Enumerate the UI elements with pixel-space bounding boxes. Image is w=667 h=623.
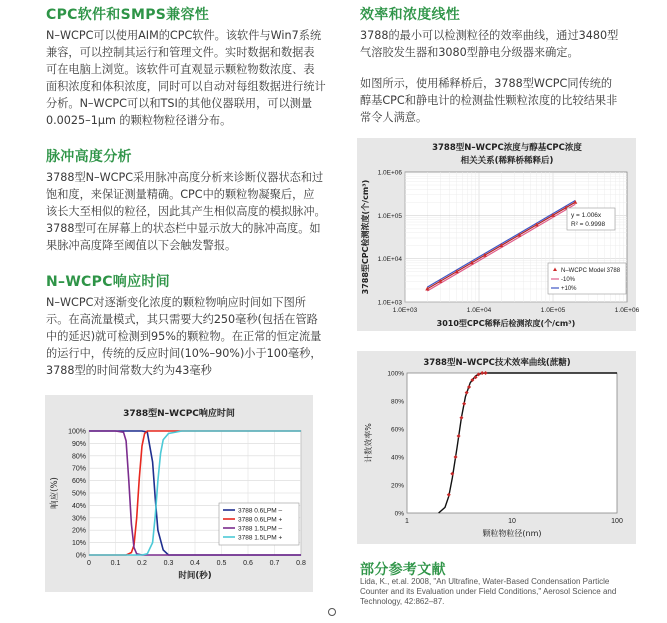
text-line: 中的延迟)就可检测到95%的颗粒物。在正常的恒定流量 xyxy=(46,330,322,344)
response-time-chart xyxy=(45,395,313,592)
y-tick-label: 40% xyxy=(71,502,86,510)
text-line: 兼容，可以控制其运行和管理文件。实时数据和数据表 xyxy=(46,46,315,60)
y-tick-label: 40% xyxy=(390,454,404,462)
x-tick-label: 0.6 xyxy=(243,560,253,567)
y-axis-label: 响应(%) xyxy=(50,477,60,509)
chart-title: 3788型N–WCPC技术效率曲线(蔗糖) xyxy=(423,358,571,368)
x-tick-label: 100 xyxy=(611,518,623,525)
text-line: 醇基CPC和静电计的检测盐性颗粒浓度的比较结果非 xyxy=(360,94,618,108)
y-tick-label: 0% xyxy=(394,510,404,518)
y-axis-label: 3788型CPC检测浓度(个/cm³) xyxy=(361,179,370,295)
x-tick-label: 0.2 xyxy=(137,560,147,567)
text-line: N–WCPC对逐渐变化浓度的颗粒物响应时间如下图所 xyxy=(46,296,306,309)
legend-label: 3788 0.6LPM + xyxy=(238,516,283,524)
x-tick-label: 1.0E+04 xyxy=(466,307,492,314)
x-tick-label: 0.3 xyxy=(163,560,174,567)
legend-label: 3788 1.5LPM + xyxy=(238,534,283,542)
legend-label: N–WCPC Model 3788 xyxy=(561,268,621,274)
x-axis-label: 颗粒物粒径(nm) xyxy=(482,529,542,538)
legend-label: 3788 1.5LPM – xyxy=(238,525,283,533)
y-tick-label: 20% xyxy=(71,527,86,535)
x-tick-label: 0.5 xyxy=(216,560,227,567)
x-tick-label: 10 xyxy=(508,518,516,525)
text-line: 常令人满意。 xyxy=(360,111,428,125)
r-squared-label: R² = 0.9998 xyxy=(571,221,606,228)
chart-subtitle: 相关关系(稀释桥稀释后) xyxy=(460,156,554,166)
legend-label: -10% xyxy=(561,277,576,283)
y-tick-label: 60% xyxy=(71,478,86,486)
heading-cpc-software: CPC软件和SMPS兼容性 xyxy=(46,7,210,23)
reference-line: Lida, K., et.al. 2008, "An Ultrafine, Water-Based Condensation Particle xyxy=(360,577,610,586)
page-marker-circle xyxy=(328,608,336,616)
heading-references: 部分参考文献 xyxy=(360,562,446,578)
text-line: 如图所示，使用稀释桥后，3788型WCPC同传统的 xyxy=(360,77,613,90)
text-line: 可在电脑上浏览。该软件可直观显示颗粒物数浓度、表 xyxy=(46,63,315,77)
y-tick-label: 80% xyxy=(71,453,86,461)
heading-response-time: N–WCPC响应时间 xyxy=(46,274,170,290)
y-tick-label: 50% xyxy=(71,490,86,498)
text-line: 3788型N–WCPC采用脉冲高度分析来诊断仪器状态和过 xyxy=(46,171,324,184)
text-line: 分析。N–WCPC可以和TSI的其他仪器联用，可以测量 xyxy=(46,97,313,111)
efficiency-curve-chart xyxy=(357,351,636,544)
x-axis-label: 3010型CPC稀释后检测浓度(个/cm³) xyxy=(436,319,576,328)
text-line: 示。在高流量模式，其只需要大约250毫秒(包括在管路 xyxy=(46,313,318,327)
text-line: 3788的最小可以检测粒径的效率曲线，通过3480型 xyxy=(360,29,619,42)
reference-line: Technology, 42:862–87. xyxy=(360,597,445,606)
reference-text xyxy=(360,577,640,607)
y-tick-label: 100% xyxy=(387,370,404,378)
x-axis-label: 时间(秒) xyxy=(178,571,212,581)
paragraph-pulse-height xyxy=(46,169,346,254)
paragraph-response-time xyxy=(46,294,346,379)
reference-line: Counter and its Evaluation under Field Conditions," Aerosol Science and xyxy=(360,587,617,596)
x-tick-label: 1 xyxy=(405,518,409,525)
y-tick-label: 20% xyxy=(390,482,404,490)
paragraph-dilution-bridge xyxy=(360,75,660,126)
y-tick-label: 80% xyxy=(390,398,404,406)
equation-label: y = 1.006x xyxy=(571,212,602,219)
paragraph-cpc-software xyxy=(46,27,346,130)
y-tick-label: 1.0E+05 xyxy=(377,212,402,220)
y-tick-label: 1.0E+06 xyxy=(377,169,402,177)
y-tick-label: 60% xyxy=(390,426,404,434)
y-tick-label: 10% xyxy=(71,540,86,548)
text-line: 该长大至相似的粒径，因此其产生相似高度的模拟脉冲。 xyxy=(46,205,326,219)
heading-efficiency: 效率和浓度线性 xyxy=(360,7,461,23)
text-line: 0.0025–1μm 的颗粒物粒径谱分布。 xyxy=(46,114,232,128)
y-tick-label: 100% xyxy=(68,428,86,436)
chart-title: 3788型N–WCPC响应时间 xyxy=(123,409,235,419)
legend-label: +10% xyxy=(561,286,577,292)
plot-area xyxy=(407,373,617,513)
y-tick-label: 70% xyxy=(71,465,86,473)
text-line: 的运行中，传统的反应时间(10%–90%)小于100毫秒， xyxy=(46,347,322,361)
text-line: N–WCPC可以使用AIM的CPC软件。该软件与Win7系统 xyxy=(46,29,322,42)
x-tick-label: 1.0E+03 xyxy=(392,307,418,314)
y-tick-label: 90% xyxy=(71,440,86,448)
text-line: 饱和度，来保证测量精确。CPC中的颗粒物凝聚后，应 xyxy=(46,188,315,202)
x-tick-label: 0.4 xyxy=(190,560,200,567)
text-line: 面积浓度和体积浓度，同时可以自动对每组数据进行统计 xyxy=(46,80,326,94)
x-tick-label: 1.0E+05 xyxy=(540,307,566,314)
x-tick-label: 0.8 xyxy=(296,560,306,567)
text-line: 气溶胶发生器和3080型静电分级器来确定。 xyxy=(360,46,579,60)
y-axis-label: 计数效率% xyxy=(364,423,373,463)
paragraph-efficiency xyxy=(360,27,660,61)
y-tick-label: 30% xyxy=(71,515,86,523)
text-line: 果脉冲高度降至阈值以下会触发警报。 xyxy=(46,239,237,253)
concentration-correlation-chart-svg xyxy=(357,138,640,331)
chart-title: 3788型N–WCPC浓度与醇基CPC浓度 xyxy=(432,143,582,153)
text-line: 3788型的时间常数大约为43毫秒 xyxy=(46,364,212,378)
x-tick-label: 1.0E+06 xyxy=(614,307,640,314)
y-tick-label: 1.0E+04 xyxy=(377,256,402,264)
y-tick-label: 1.0E+03 xyxy=(377,299,402,307)
concentration-correlation-chart xyxy=(357,138,640,331)
x-tick-label: 0.1 xyxy=(110,560,121,567)
heading-pulse-height: 脉冲高度分析 xyxy=(46,149,132,165)
x-tick-label: 0.7 xyxy=(269,560,280,567)
response-time-chart-svg xyxy=(45,395,313,592)
legend-label: 3788 0.6LPM – xyxy=(238,507,283,515)
efficiency-curve-chart-svg xyxy=(357,351,636,544)
x-tick-label: 0 xyxy=(87,560,91,567)
text-line: 3788型可在屏幕上的状态栏中显示放大的脉冲高度。如 xyxy=(46,222,321,236)
y-tick-label: 0% xyxy=(75,552,86,560)
